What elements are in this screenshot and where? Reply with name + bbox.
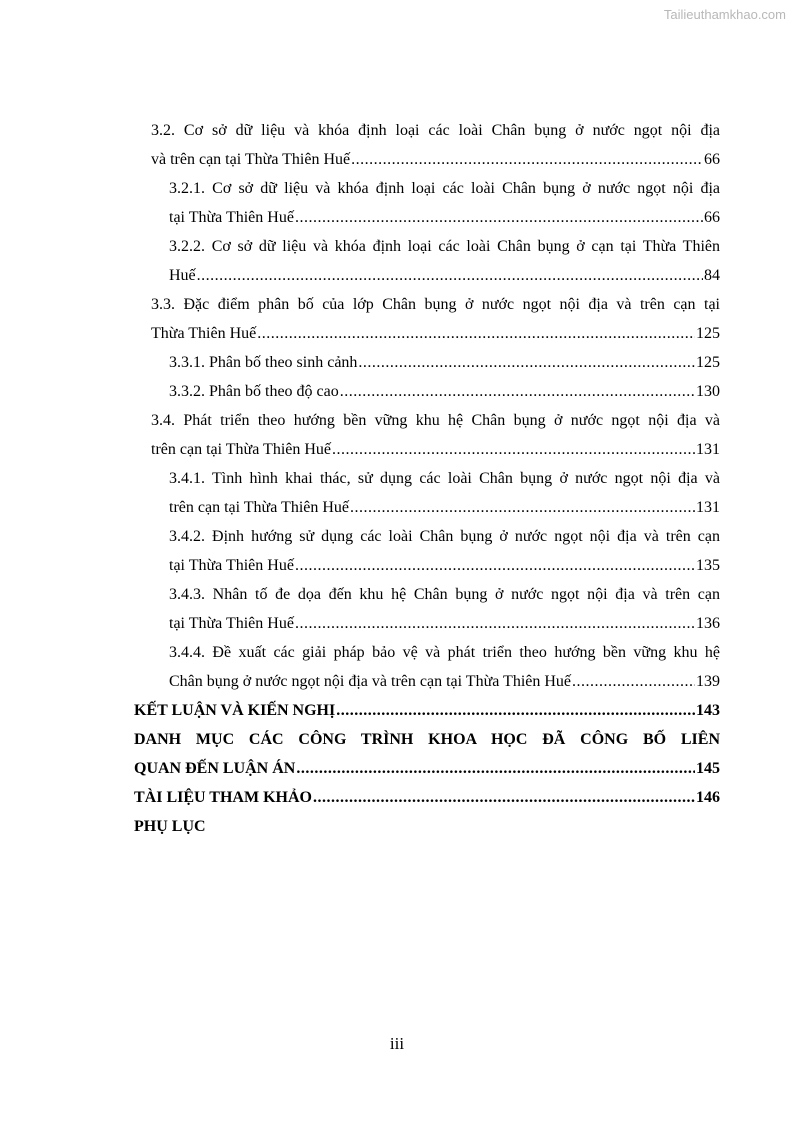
toc-entry-text: KẾT LUẬN VÀ KIẾN NGHỊ [134, 702, 336, 719]
toc-entry-text: 3.4.4. Đề xuất các giải pháp bảo vệ và phát triển theo hướng bền vững khu hệ [169, 644, 720, 661]
toc-entry-phu-luc[interactable] [134, 812, 720, 841]
toc-entry-text: 3.4.2. Định hướng sử dụng các loài Chân bụng ở nước ngọt nội địa và trên cạn [169, 528, 720, 545]
leader-dots [572, 667, 695, 696]
toc-page-number: 130 [696, 383, 720, 400]
toc-page-number: 136 [696, 615, 720, 632]
toc-entry-tai-lieu-tham-khao[interactable] [134, 783, 720, 812]
toc-entry-3-3-1[interactable] [134, 348, 720, 377]
leader-dots [332, 435, 695, 464]
table-of-contents [134, 116, 720, 841]
leader-dots [257, 319, 695, 348]
toc-page-number: 139 [696, 673, 720, 690]
toc-entry-3-2[interactable] [134, 116, 720, 174]
leader-dots [295, 609, 695, 638]
leader-dots [295, 203, 703, 232]
toc-page-number: 135 [696, 557, 720, 574]
toc-entry-text: tại Thừa Thiên Huế [169, 209, 294, 226]
leader-dots [336, 696, 695, 725]
toc-entry-text: 3.2. Cơ sở dữ liệu và khóa định loại các loài Chân bụng ở nước ngọt nội địa [151, 122, 720, 139]
toc-entry-text: và trên cạn tại Thừa Thiên Huế [151, 151, 351, 168]
toc-page-number: 143 [696, 702, 720, 719]
toc-entry-3-3[interactable] [134, 290, 720, 348]
toc-entry-text: 3.4.1. Tình hình khai thác, sử dụng các loài Chân bụng ở nước ngọt nội địa và [169, 470, 720, 487]
toc-entry-3-3-2[interactable] [134, 377, 720, 406]
toc-page-number: 146 [696, 789, 720, 806]
toc-entry-text: 3.3. Đặc điểm phân bố của lớp Chân bụng ở nước ngọt nội địa và trên cạn tại [151, 296, 720, 313]
toc-entry-text: QUAN ĐẾN LUẬN ÁN [134, 760, 296, 777]
leader-dots [358, 348, 695, 377]
toc-entry-text: trên cạn tại Thừa Thiên Huế [169, 499, 350, 516]
toc-page-number: 131 [696, 441, 720, 458]
toc-page-number: 125 [696, 325, 720, 342]
leader-dots [295, 551, 695, 580]
toc-entry-3-4[interactable] [134, 406, 720, 464]
toc-entry-3-4-3[interactable] [134, 580, 720, 638]
watermark-text: Tailieuthamkhao.com [663, 7, 786, 22]
leader-dots [351, 145, 703, 174]
toc-entry-text: TÀI LIỆU THAM KHẢO [134, 789, 312, 806]
toc-page-number: 66 [704, 209, 720, 226]
toc-entry-3-4-1[interactable] [134, 464, 720, 522]
toc-entry-text: tại Thừa Thiên Huế [169, 557, 294, 574]
toc-page-number: 84 [704, 267, 720, 284]
toc-page-number: 131 [696, 499, 720, 516]
leader-dots [313, 783, 695, 812]
leader-dots [340, 377, 695, 406]
toc-entry-text: tại Thừa Thiên Huế [169, 615, 294, 632]
toc-entry-text: trên cạn tại Thừa Thiên Huế [151, 441, 332, 458]
toc-page-number: 125 [696, 354, 720, 371]
toc-entry-danh-muc-cong-trinh[interactable] [134, 725, 720, 783]
toc-entry-text: 3.4. Phát triển theo hướng bền vững khu hệ Chân bụng ở nước ngọt nội địa và [151, 412, 720, 429]
toc-entry-text: 3.3.1. Phân bố theo sinh cảnh [169, 354, 358, 371]
toc-entry-text: DANH MỤC CÁC CÔNG TRÌNH KHOA HỌC ĐÃ CÔNG BỐ LIÊN [134, 731, 720, 748]
page-number: iii [389, 1034, 405, 1053]
toc-entry-text: Huế [169, 267, 196, 284]
toc-entry-text: 3.2.2. Cơ sở dữ liệu và khóa định loại các loài Chân bụng ở cạn tại Thừa Thiên [169, 238, 720, 255]
leader-dots [296, 754, 695, 783]
toc-entry-ket-luan[interactable] [134, 696, 720, 725]
toc-page-number: 145 [696, 760, 720, 777]
toc-entry-text: Thừa Thiên Huế [151, 325, 257, 342]
toc-entry-text: Chân bụng ở nước ngọt nội địa và trên cạn tại Thừa Thiên Huế [169, 673, 572, 690]
leader-dots [350, 493, 695, 522]
toc-entry-text: 3.4.3. Nhân tố đe dọa đến khu hệ Chân bụng ở nước ngọt nội địa và trên cạn [169, 586, 720, 603]
toc-page-number: 66 [704, 151, 720, 168]
toc-entry-text: 3.3.2. Phân bố theo độ cao [169, 383, 339, 400]
toc-entry-3-2-2[interactable] [134, 232, 720, 290]
toc-entry-3-4-4[interactable] [134, 638, 720, 696]
toc-entry-text: PHỤ LỤC [134, 818, 206, 835]
toc-entry-text: 3.2.1. Cơ sở dữ liệu và khóa định loại các loài Chân bụng ở nước ngọt nội địa [169, 180, 720, 197]
toc-entry-3-2-1[interactable] [134, 174, 720, 232]
toc-entry-3-4-2[interactable] [134, 522, 720, 580]
leader-dots [197, 261, 703, 290]
